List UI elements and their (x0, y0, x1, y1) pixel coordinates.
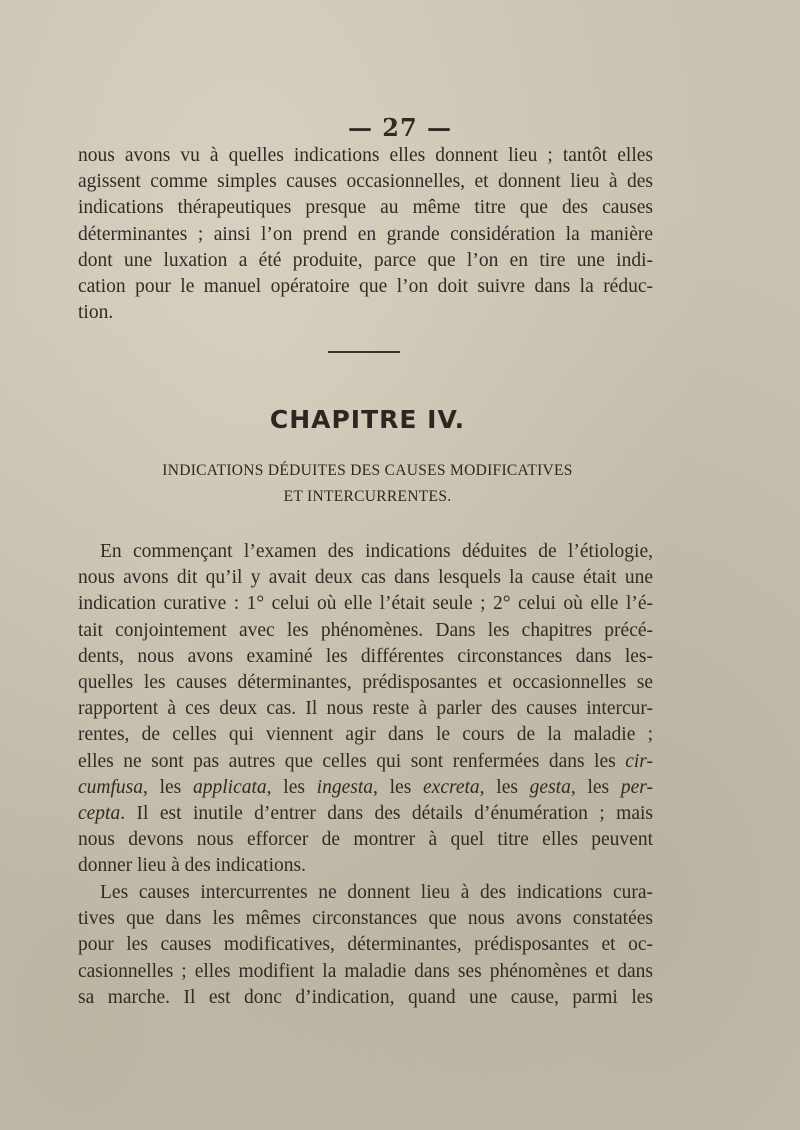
text-line: quelles les causes déterminantes, prédisposantes et occasionnelles se (78, 671, 653, 693)
paragraph-1 (78, 539, 653, 879)
latin-term: ingesta (316, 776, 374, 798)
text-fragment: elles ne sont pas autres que celles qui sont renfermées dans les (78, 750, 626, 772)
text-line-mixed (78, 801, 653, 827)
text-fragment: , les (143, 776, 193, 798)
text-line-mixed (78, 749, 653, 775)
intro-paragraph (78, 143, 653, 326)
latin-term: gesta (529, 776, 571, 798)
text-line: indication curative : 1° celui où elle l’était seule ; 2° celui où elle l’é- (78, 593, 653, 615)
chapter-title: CHAPITRE IV. (269, 405, 466, 434)
text-line: sa marche. Il est donc d’indication, quand une cause, parmi les (78, 986, 653, 1008)
latin-term: per- (620, 776, 653, 798)
text-line: rentes, de celles qui viennent agir dans le cours de la maladie ; (78, 724, 653, 746)
text-fragment: . Il est inutile d’entrer dans des détails d’énumération ; mais (120, 802, 653, 824)
text-line: casionnelles ; elles modifient la maladie dans ses phénomènes et dans (78, 960, 653, 982)
text-fragment: , les (479, 776, 530, 798)
text-line: nous avons vu à quelles indications elles donnent lieu ; tantôt elles (78, 145, 653, 166)
text-fragment: , les (373, 776, 424, 798)
text-line: dents, nous avons examiné les différentes circonstances dans les- (78, 645, 653, 667)
text-line: cation pour le manuel opératoire que l’on doit suivre dans la réduc- (78, 275, 653, 297)
text-line: dont une luxation a été produite, parce que l’on en tire une indi- (78, 249, 653, 271)
text-fragment: , les (266, 776, 317, 798)
text-line: pour les causes modificatives, déterminantes, prédisposantes et oc- (78, 934, 653, 956)
text-line: agissent comme simples causes occasionnelles, et donnent lieu à des (78, 171, 653, 193)
latin-term: cepta (78, 802, 121, 824)
page-number: — 27 — (347, 113, 453, 142)
text-line: donner lieu à des indications. (78, 855, 306, 877)
latin-term: excreta (423, 776, 480, 798)
text-line: déterminantes ; ainsi l’on prend en grande considération la manière (78, 223, 653, 245)
section-divider (328, 351, 400, 353)
paragraph-2 (78, 880, 653, 1011)
latin-term: cir- (625, 750, 653, 772)
text-line: rapportent à ces deux cas. Il nous reste à parler des causes intercur- (78, 698, 653, 720)
text-line: indications thérapeutiques presque au même titre que des causes (78, 197, 653, 219)
text-line: nous avons dit qu’il y avait deux cas dans lesquels la cause était une (78, 567, 653, 589)
text-line: tait conjointement avec les phénomènes. Dans les chapitres précé- (78, 619, 653, 641)
latin-term: applicata (193, 776, 267, 798)
text-line-mixed (78, 775, 653, 801)
text-line: nous devons nous efforcer de montrer à quel titre elles peuvent (78, 829, 653, 851)
text-line: Les causes intercurrentes ne donnent lieu à des indications cura- (100, 882, 653, 903)
text-line: tives que dans les mêmes circonstances que nous avons constatées (78, 908, 653, 930)
latin-term: cumfusa (78, 776, 143, 798)
text-line: En commençant l’examen des indications déduites de l’étiologie, (100, 541, 653, 562)
chapter-subtitle-line-1: INDICATIONS DÉDUITES DES CAUSES MODIFICATIVES (162, 462, 573, 479)
text-fragment: , les (570, 776, 621, 798)
chapter-subtitle-line-2: ET INTERCURRENTES. (283, 488, 452, 505)
text-line: tion. (78, 302, 114, 324)
